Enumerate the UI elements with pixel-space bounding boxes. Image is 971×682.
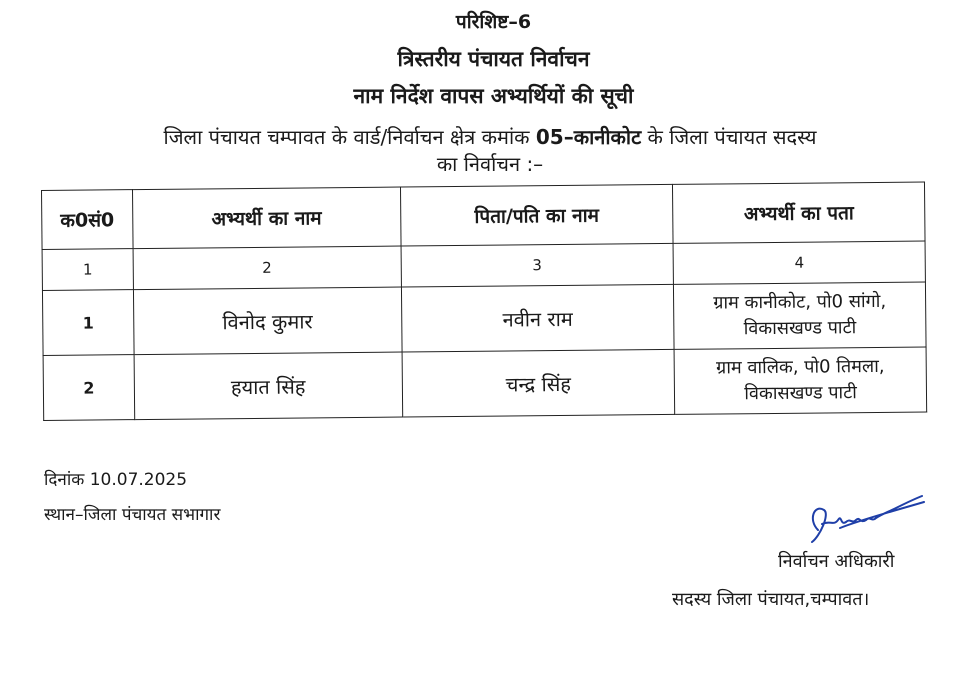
date-line: दिनांक 10.07.2025 <box>44 470 188 490</box>
candidates-table <box>41 182 927 421</box>
signature-image <box>800 490 930 550</box>
serial-number: 2 <box>43 355 135 421</box>
header-father-husband-name: पिता/पति का नाम <box>400 184 673 246</box>
column-index: 4 <box>673 241 925 284</box>
election-title: त्रिस्तरीय पंचायत निर्वाचन <box>397 47 590 71</box>
place-line: स्थान–जिला पंचायत सभागार <box>44 505 221 525</box>
father-husband-name: चन्द्र सिंह <box>402 349 675 417</box>
father-husband-name: नवीन राम <box>401 284 674 352</box>
officer-office: सदस्य जिला पंचायत,चम्पावत। <box>672 589 870 610</box>
officer-title: निर्वाचन अधिकारी <box>778 551 895 572</box>
column-index: 3 <box>401 243 674 287</box>
address-line-2: विकासखण्ड पाटी <box>743 317 857 340</box>
header-serial: क0सं0 <box>42 190 134 250</box>
column-index: 2 <box>133 246 401 290</box>
address-line-2: विकासखण्ड पाटी <box>744 382 857 405</box>
candidate-name: विनोद कुमार <box>133 287 401 355</box>
address-line-1: ग्राम वालिक, पो0 तिमला, <box>716 355 885 379</box>
appendix-label: परिशिष्ट–6 <box>455 11 532 33</box>
candidate-name: हयात सिंह <box>134 352 402 420</box>
ward-name: 05–कानीकोट <box>535 125 642 149</box>
intro-line-2: का निर्वाचन :– <box>436 152 544 176</box>
list-title: नाम निर्देश वापस अभ्यर्थियों की सूची <box>353 84 634 108</box>
candidate-address <box>674 347 926 414</box>
table-header-row <box>42 182 926 249</box>
table-row <box>43 347 927 420</box>
intro-text-a: जिला पंचायत चम्पावत के वार्ड/निर्वाचन क्षेत्र कमांक <box>163 125 536 149</box>
address-line-1: ग्राम कानीकोट, पो0 सांगो, <box>713 290 887 314</box>
intro-line-1 <box>40 123 940 150</box>
intro-text-b: के जिला पंचायत सदस्य <box>641 125 817 149</box>
table-row <box>42 282 926 355</box>
column-index: 1 <box>42 249 133 291</box>
candidate-address <box>674 282 926 349</box>
serial-number: 1 <box>42 290 134 356</box>
header-candidate-address: अभ्यर्थी का पता <box>673 182 925 243</box>
header-candidate-name: अभ्यर्थी का नाम <box>132 187 400 249</box>
